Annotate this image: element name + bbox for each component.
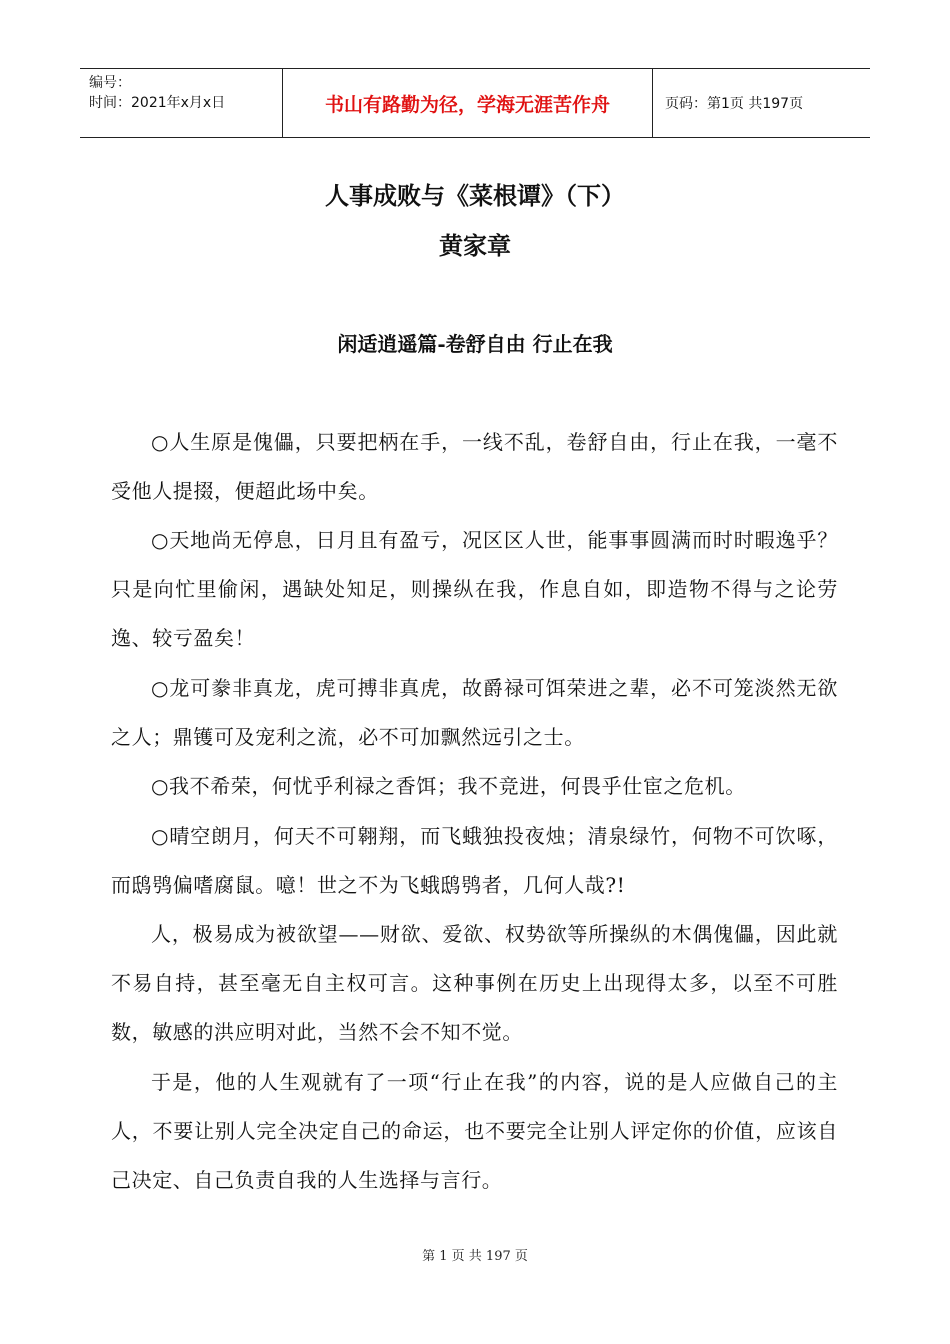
page-footer: 第 1 页 共 197 页 [422, 1249, 528, 1264]
header-page-info: 页码：第1页 共197页 [665, 96, 804, 112]
paragraph: ○龙可豢非真龙，虎可搏非真虎，故爵禄可饵荣进之辈，必不可笼淡然无欲之人；鼎镬可及宠利之流，必不可加飘然远引之士。 [111, 676, 838, 749]
document-title: 人事成败与《菜根谭》（下） [325, 181, 625, 210]
paragraph: ○人生原是傀儡，只要把柄在手，一线不乱，卷舒自由，行止在我，一毫不受他人提掇，便超此场中矣。 [111, 430, 838, 503]
paragraph: ○晴空朗月，何天不可翱翔，而飞蛾独投夜烛；清泉绿竹，何物不可饮啄，而鸱鸮偏嗜腐鼠。噫！世之不为飞蛾鸱鸮者，几何人哉?! [111, 824, 838, 897]
section-title: 闲适逍遥篇-卷舒自由 行止在我 [337, 332, 613, 356]
document-author: 黄家章 [439, 231, 511, 260]
paragraph: ○我不希荣，何忧乎利禄之香饵；我不竞进，何畏乎仕宦之危机。 [151, 774, 746, 798]
paragraph: ○天地尚无停息，日月且有盈亏，况区区人世，能事事圆满而时时暇逸乎？只是向忙里偷闲，遇缺处知足，则操纵在我，作息自如，即造物不得与之论劳逸、较亏盈矣！ [111, 528, 838, 650]
paragraph: 人，极易成为被欲望——财欲、爱欲、权势欲等所操纵的木偶傀儡，因此就不易自持，甚至毫无自主权可言。这种事例在历史上出现得太多，以至不可胜数，敏感的洪应明对此，当然不会不知不觉。 [111, 922, 838, 1044]
header-motto: 书山有路勤为径，学海无涯苦作舟 [283, 69, 653, 137]
time-label: 时间：2021年x月x日 [89, 95, 226, 111]
paragraph: 于是，他的人生观就有了一项“行止在我”的内容，说的是人应做自己的主人，不要让别人完全决定自己的命运，也不要完全让别人评定你的价值，应该自己决定、自己负责自我的人生选择与言行。 [111, 1070, 838, 1192]
header-table [80, 68, 870, 138]
number-label: 编号： [89, 75, 131, 91]
header-meta [80, 69, 283, 137]
